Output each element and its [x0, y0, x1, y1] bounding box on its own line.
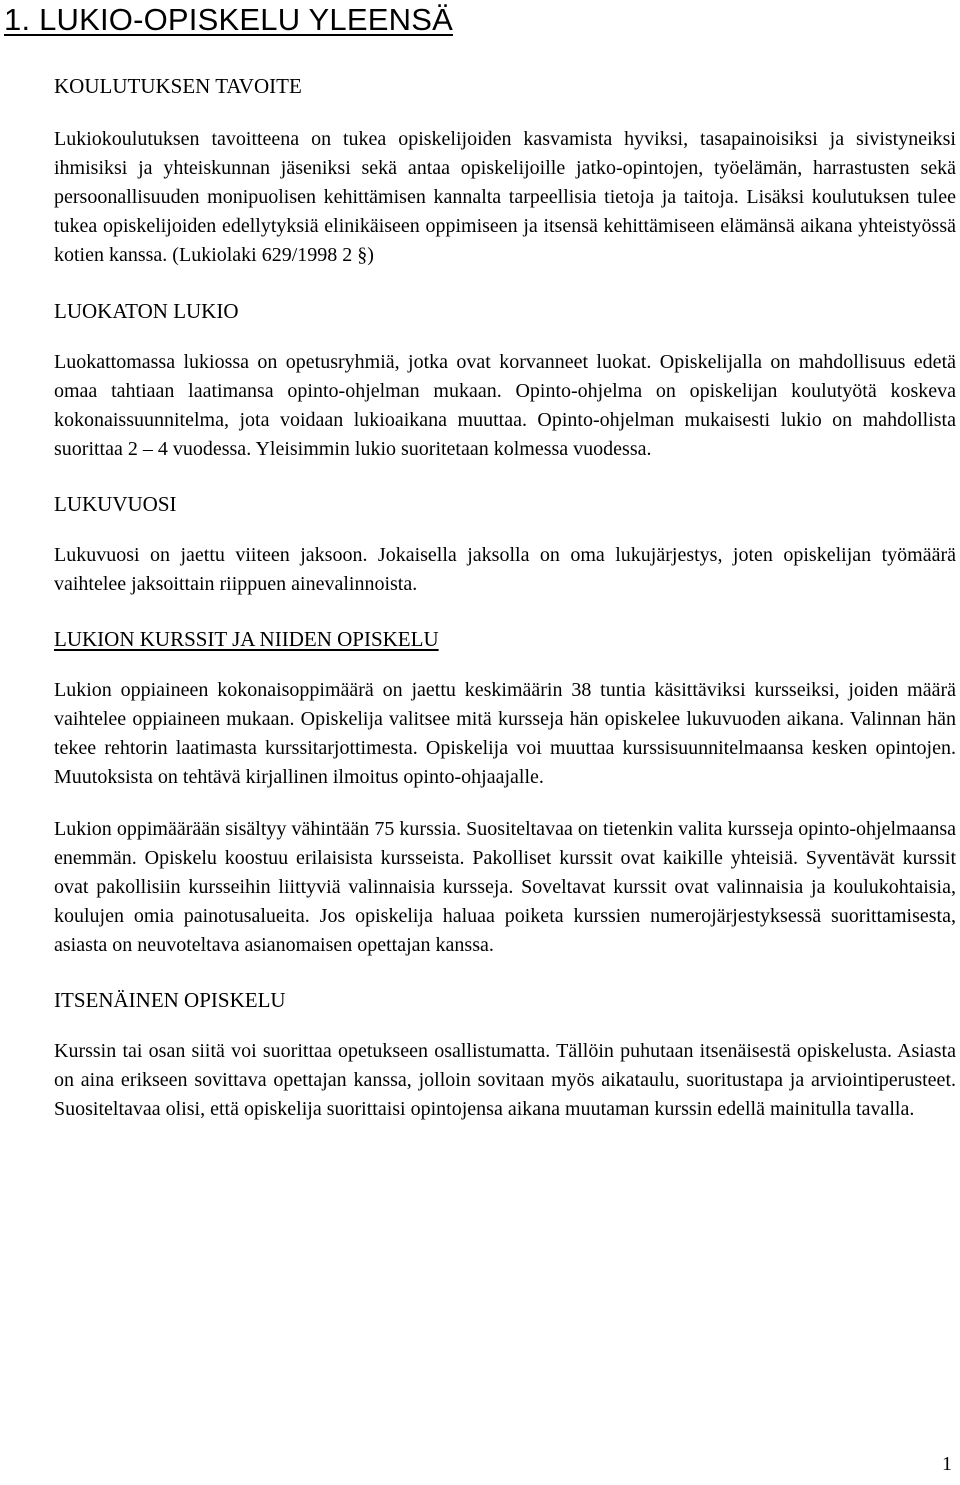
section-heading-itsenainen-opiskelu: ITSENÄINEN OPISKELU [54, 988, 286, 1012]
paragraph-itsenainen-opiskelu: Kurssin tai osan siitä voi suorittaa opetukseen osallistumatta. Tällöin puhutaan itsenäisestä opiskelusta. Asiasta on aina erikseen sovittava opettajan kanssa, jolloin sovitaan myös aikataulu, suoritustapa ja arviointiperusteet. Suositeltavaa olisi, että opiskelija suorittaisi opintojensa aikana muutaman kurssin edellä mainitulla tavalla. [54, 1040, 956, 1120]
chapter-title: 1. LUKIO-OPISKELU YLEENSÄ [4, 2, 453, 37]
paragraph-lukuvuosi: Lukuvuosi on jaettu viiteen jaksoon. Jokaisella jaksolla on oma lukujärjestys, joten opiskelijan työmäärä vaihtelee jaksoittain riippuen ainevalinnoista. [54, 544, 956, 595]
paragraph-luokaton-lukio: Luokattomassa lukiossa on opetusryhmiä, jotka ovat korvanneet luokat. Opiskelijalla on mahdollisuus edetä omaa tahtiaan laatimansa opinto-ohjelman mukaan. Opinto-ohjelma on opiskelijan koulutyötä koskeva kokonaissuunnitelma, jota voidaan lukioaikana muuttaa. Opinto-ohjelman mukaisesti lukio on mahdollista suorittaa 2 – 4 vuodessa. Yleisimmin lukio suoritetaan kolmessa vuodessa. [54, 351, 956, 460]
document-body [54, 68, 956, 1124]
page-number: 1 [942, 1453, 952, 1475]
section-heading-luokaton-lukio: LUOKATON LUKIO [54, 299, 239, 323]
paragraph-koulutuksen-tavoite: Lukiokoulutuksen tavoitteena on tukea opiskelijoiden kasvamista hyviksi, tasapainoisiksi ja sivistyneiksi ihmisiksi ja yhteiskunnan jäseniksi sekä antaa opiskelijoille jatko-opintojen, työelämän, harrastusten sekä persoonallisuuden monipuolisen kehittämisen kannalta tarpeellisia tietoja ja taitoja. Lisäksi koulutuksen tulee tukea opiskelijoiden edellytyksiä elinikäiseen oppimiseen ja itsensä kehittämiseen elämänsä aikana yhteistyössä kotien kanssa. (Lukiolaki 629/1998 2 §) [54, 128, 956, 266]
section-heading-lukion-kurssit: LUKION KURSSIT JA NIIDEN OPISKELU [54, 627, 439, 651]
paragraph-lukion-kurssit-1: Lukion oppiaineen kokonaisoppimäärä on jaettu keskimäärin 38 tuntia käsittäviksi kursseiksi, joiden määrä vaihtelee oppiaineen mukaan. Opiskelija valitsee mitä kursseja hän opiskelee lukuvuoden aikana. Valinnan hän tekee rehtorin laatimasta kurssitarjottimesta. Opiskelija voi muuttaa kurssisuunnitelmaansa kesken opintojen. Muutoksista on tehtävä kirjallinen ilmoitus opinto-ohjaajalle. [54, 679, 956, 788]
section-heading-lukuvuosi: LUKUVUOSI [54, 492, 177, 516]
section-heading-koulutuksen-tavoite: KOULUTUKSEN TAVOITE [54, 74, 302, 98]
paragraph-lukion-kurssit-2: Lukion oppimäärään sisältyy vähintään 75 kurssia. Suositeltavaa on tietenkin valita kursseja opinto-ohjelmaansa enemmän. Opiskelu koostuu erilaisista kursseista. Pakolliset kurssit ovat kaikille yhteisiä. Syventävät kurssit ovat pakollisiin kursseihin liittyviä valinnaisia kursseja. Soveltavat kurssit ovat valinnaisia ja koulukohtaisia, koulujen omia painotusalueita. Jos opiskelija haluaa poiketa kurssien numerojärjestyksessä suorittamisesta, asiasta on neuvoteltava asianomaisen opettajan kanssa. [54, 818, 956, 956]
